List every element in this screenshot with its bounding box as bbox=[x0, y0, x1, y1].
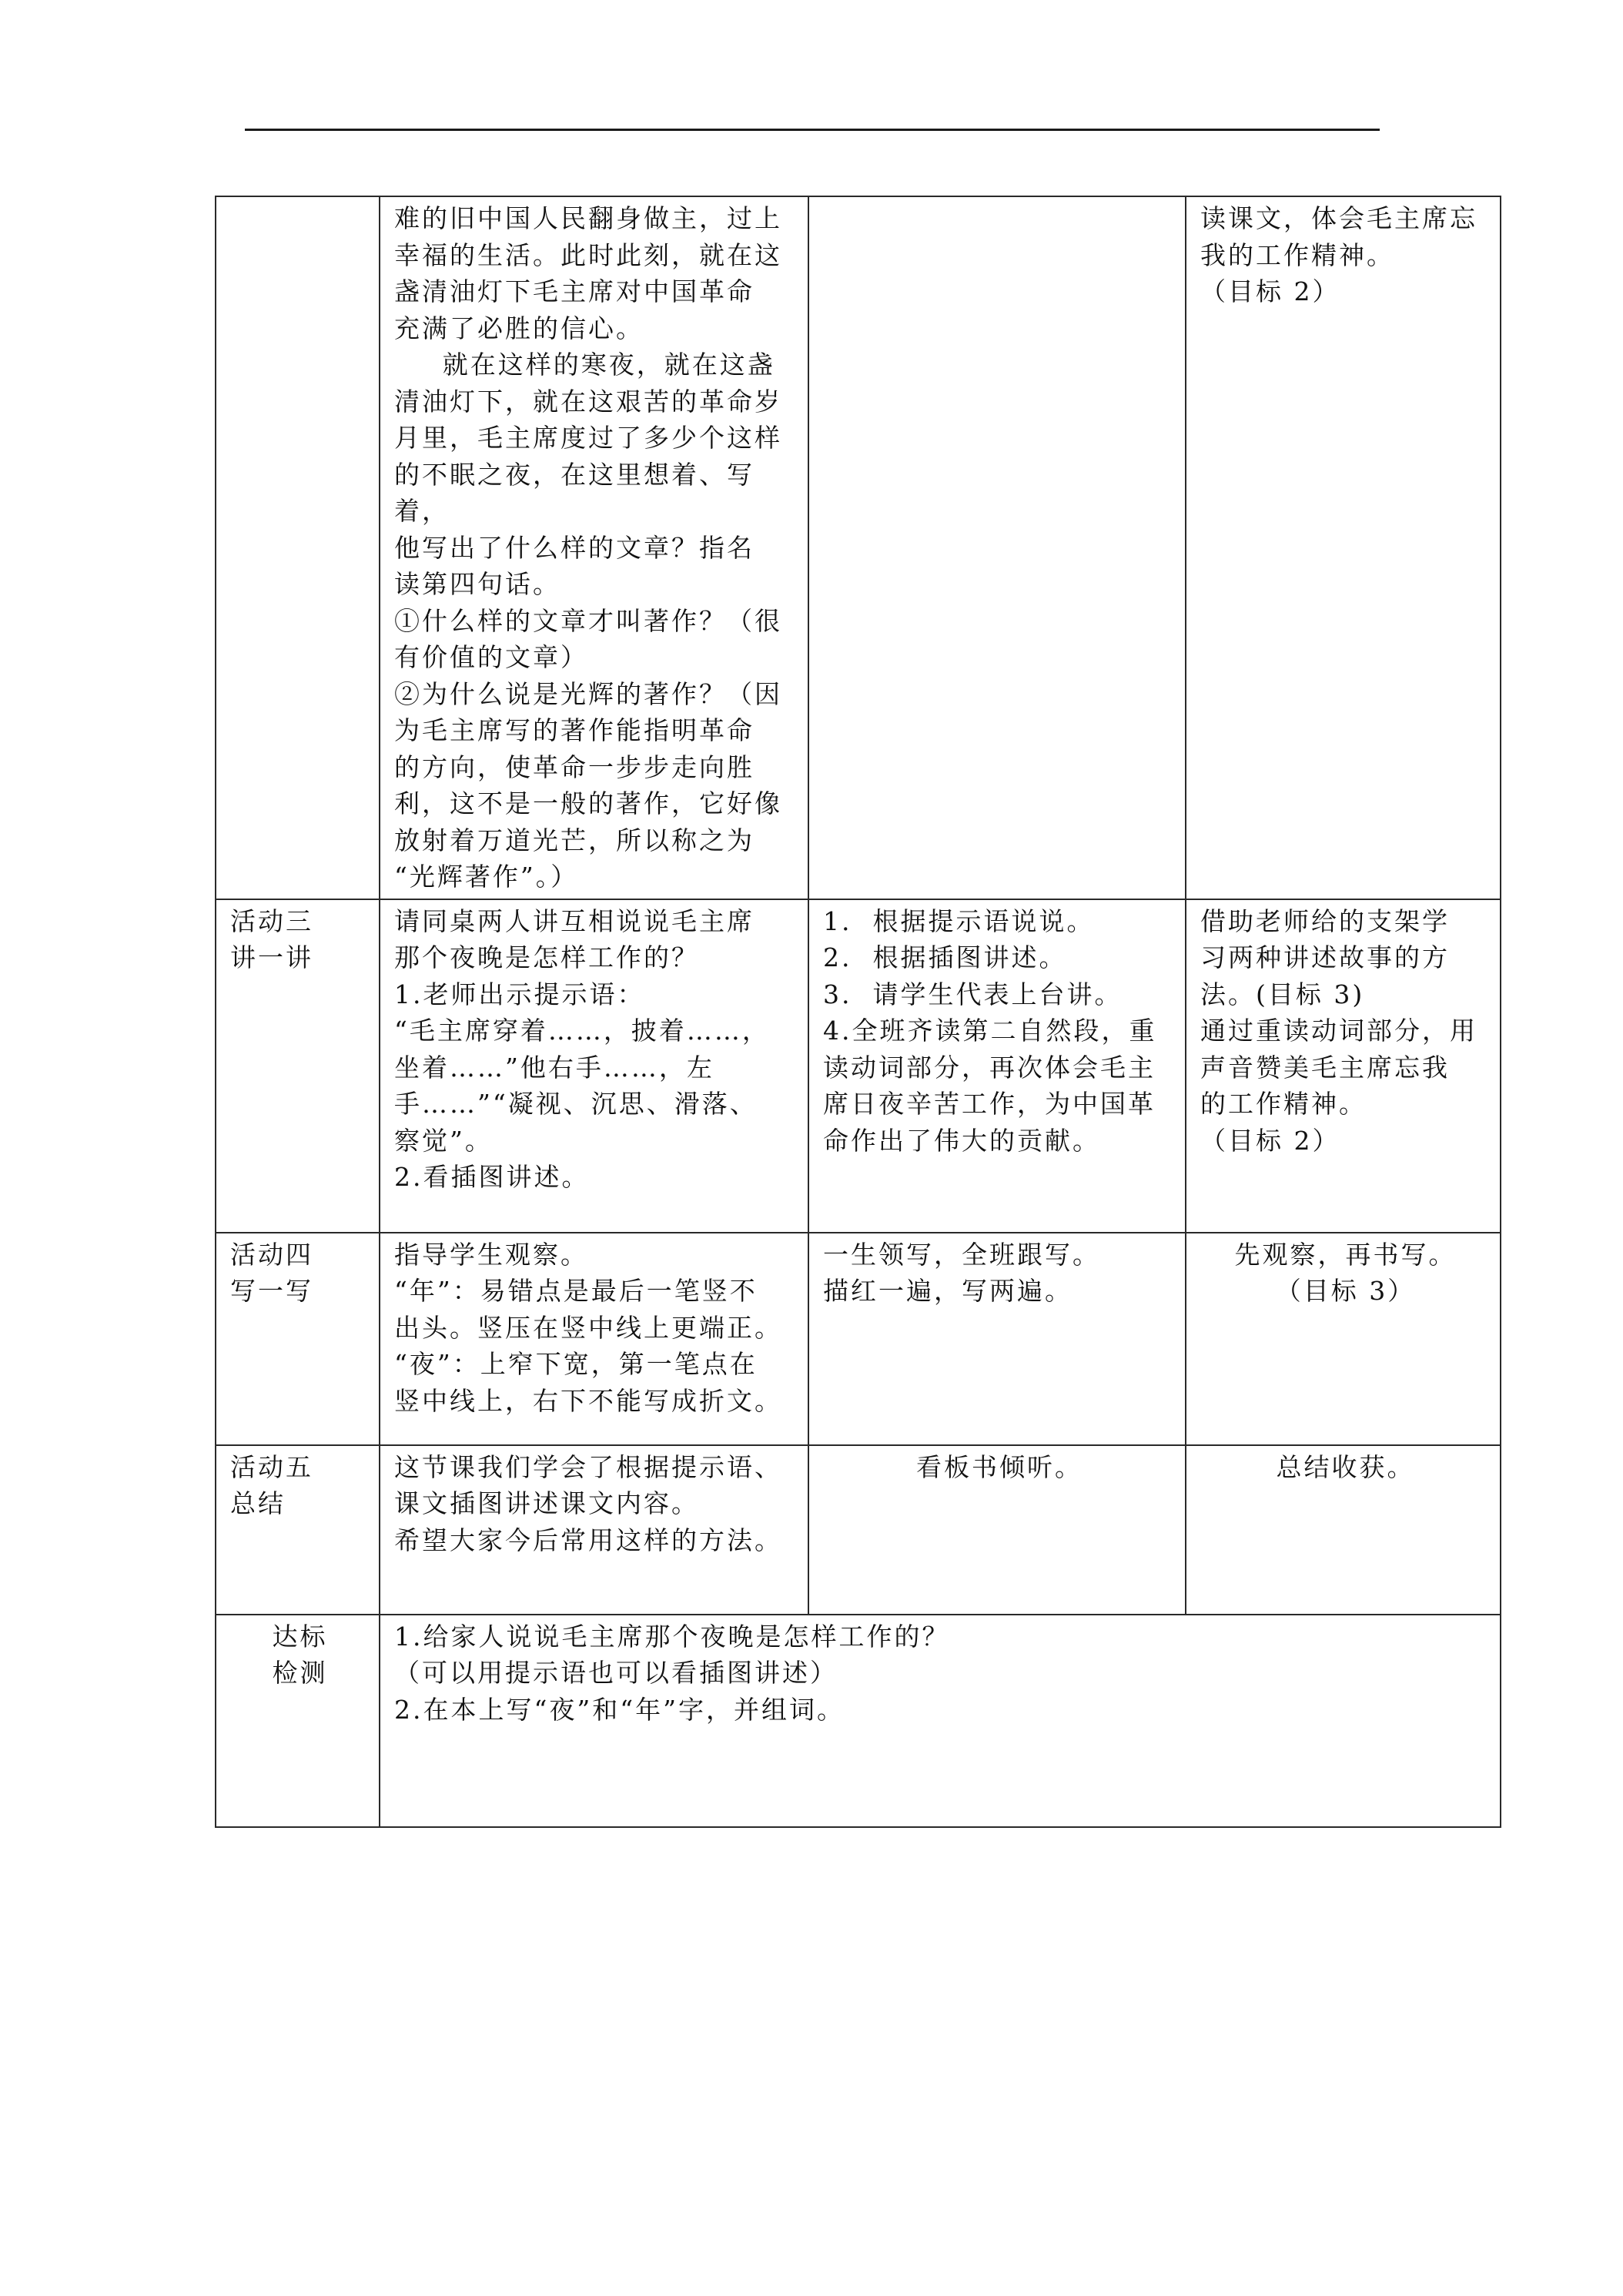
text-line: 出头。竖压在竖中线上更端正。 bbox=[394, 1312, 782, 1343]
text-line: 指导学生观察。 bbox=[394, 1239, 588, 1270]
text-line: 读课文，体会毛主席忘 bbox=[1200, 203, 1477, 233]
student-activity-cell bbox=[808, 1233, 1186, 1445]
text-line: 习两种讲述故事的方 bbox=[1200, 942, 1450, 972]
text-line: ②为什么说是光辉的著作？（因 bbox=[394, 678, 782, 709]
text-line: 读第四句话。 bbox=[394, 569, 561, 599]
text-line: 一生领写，全班跟写。 bbox=[823, 1239, 1100, 1270]
text-line: 就在这样的寒夜，就在这盏 bbox=[442, 350, 775, 380]
text-line: 有价值的文章） bbox=[394, 642, 588, 672]
text-line: 那个夜晚是怎样工作的？ bbox=[394, 942, 699, 972]
text-line: 放射着万道光芒，所以称之为 bbox=[394, 825, 755, 855]
text-line: 察觉”。 bbox=[394, 1125, 493, 1156]
text-line: 声音赞美毛主席忘我 bbox=[1200, 1052, 1450, 1083]
text-line: 我的工作精神。 bbox=[1200, 239, 1394, 270]
text-line: 命作出了伟大的贡献。 bbox=[823, 1125, 1100, 1156]
text-line: 读动词部分，再次体会毛主 bbox=[823, 1052, 1156, 1083]
teacher-activity-cell bbox=[380, 1233, 808, 1445]
text-line: 请同桌两人讲互相说说毛主席 bbox=[394, 905, 755, 936]
text-line: 课文插图讲述课文内容。 bbox=[394, 1488, 699, 1518]
text-line: ①什么样的文章才叫著作？（很 bbox=[394, 605, 782, 636]
student-activity-cell bbox=[808, 1445, 1186, 1615]
table-row-assessment bbox=[216, 1615, 1501, 1827]
student-activity-cell bbox=[808, 899, 1186, 1233]
text-line: 借助老师给的支架学 bbox=[1200, 905, 1450, 936]
activity-label: 活动五 总结 bbox=[216, 1445, 380, 1615]
text-line: 2.在本上写“夜”和“年”字，并组词。 bbox=[394, 1694, 845, 1725]
assessment-label: 达标 检测 bbox=[216, 1615, 380, 1827]
text-line: 的工作精神。 bbox=[1200, 1089, 1367, 1119]
lesson-plan-table bbox=[215, 196, 1501, 1828]
text-line: 看板书倾听。 bbox=[916, 1451, 1083, 1482]
teacher-activity-cell bbox=[380, 196, 808, 899]
text-line: （目标 3） bbox=[1275, 1276, 1416, 1306]
text-line: 3. 请学生代表上台讲。 bbox=[823, 979, 1123, 1009]
text-line: 先观察，再书写。 bbox=[1234, 1239, 1457, 1270]
text-line: （可以用提示语也可以看插图讲述） bbox=[394, 1658, 838, 1688]
text-line: 席日夜辛苦工作，为中国革 bbox=[823, 1089, 1156, 1119]
text-line: 总结收获。 bbox=[1276, 1451, 1415, 1482]
text-line: （目标 2） bbox=[1200, 1125, 1340, 1156]
text-line: 4.全班齐读第二自然段，重 bbox=[823, 1016, 1157, 1046]
teacher-activity-cell bbox=[380, 899, 808, 1233]
text-line: 1. 根据提示语说说。 bbox=[823, 905, 1095, 936]
text-line: 的不眠之夜，在这里想着、写着， bbox=[394, 459, 755, 526]
activity-cell bbox=[216, 196, 380, 899]
activity-label: 活动四 写一写 bbox=[216, 1233, 380, 1445]
student-activity-cell bbox=[808, 196, 1186, 899]
text-line: 2. 根据插图讲述。 bbox=[823, 942, 1067, 972]
design-intent-cell bbox=[1186, 196, 1501, 899]
text-line: 1.给家人说说毛主席那个夜晚是怎样工作的？ bbox=[394, 1621, 950, 1652]
text-line: 坐着……”他右手……，左 bbox=[394, 1052, 714, 1083]
table-row-activity-4 bbox=[216, 1233, 1501, 1445]
text-line: 幸福的生活。此时此刻，就在这 bbox=[394, 239, 782, 270]
design-intent-cell bbox=[1186, 1233, 1501, 1445]
design-intent-cell bbox=[1186, 1445, 1501, 1615]
header-rule bbox=[245, 129, 1380, 131]
text-line: “夜”：上窄下宽，第一笔点在 bbox=[394, 1349, 758, 1379]
text-line: 希望大家今后常用这样的方法。 bbox=[394, 1525, 782, 1555]
text-line: 2.看插图讲述。 bbox=[394, 1162, 590, 1192]
text-line: 通过重读动词部分，用 bbox=[1200, 1016, 1477, 1046]
text-line: 充满了必胜的信心。 bbox=[394, 313, 644, 343]
text-line: 为毛主席写的著作能指明革命 bbox=[394, 715, 755, 745]
activity-label: 活动三 讲一讲 bbox=[216, 899, 380, 1233]
text-line: 的方向，使革命一步步走向胜 bbox=[394, 751, 755, 782]
text-line: 盏清油灯下毛主席对中国革命 bbox=[394, 276, 755, 306]
teacher-activity-cell bbox=[380, 1445, 808, 1615]
text-line: 这节课我们学会了根据提示语、 bbox=[394, 1451, 782, 1482]
text-line: 描红一遍，写两遍。 bbox=[823, 1276, 1073, 1306]
text-line: 法。(目标 3) bbox=[1200, 979, 1365, 1009]
text-line: 难的旧中国人民翻身做主，过上 bbox=[394, 203, 782, 233]
text-line: 他写出了什么样的文章？指名 bbox=[394, 532, 755, 563]
text-line: “光辉著作”。） bbox=[394, 862, 579, 892]
table-row-continuation bbox=[216, 196, 1501, 899]
table-row-activity-5 bbox=[216, 1445, 1501, 1615]
table-row-activity-3 bbox=[216, 899, 1501, 1233]
text-line: “毛主席穿着……，披着……， bbox=[394, 1016, 770, 1046]
design-intent-cell bbox=[1186, 899, 1501, 1233]
text-line: “年”：易错点是最后一笔竖不 bbox=[394, 1276, 758, 1306]
text-line: 月里，毛主席度过了多少个这样 bbox=[394, 423, 782, 453]
assessment-content-cell bbox=[380, 1615, 1501, 1827]
text-line: 竖中线上，右下不能写成折文。 bbox=[394, 1385, 782, 1416]
text-line: 手……”“凝视、沉思、滑落、 bbox=[394, 1089, 758, 1119]
text-line: 1.老师出示提示语： bbox=[394, 979, 645, 1009]
text-line: （目标 2） bbox=[1200, 276, 1340, 306]
text-line: 清油灯下，就在这艰苦的革命岁 bbox=[394, 386, 782, 417]
text-line: 利，这不是一般的著作，它好像 bbox=[394, 788, 782, 818]
